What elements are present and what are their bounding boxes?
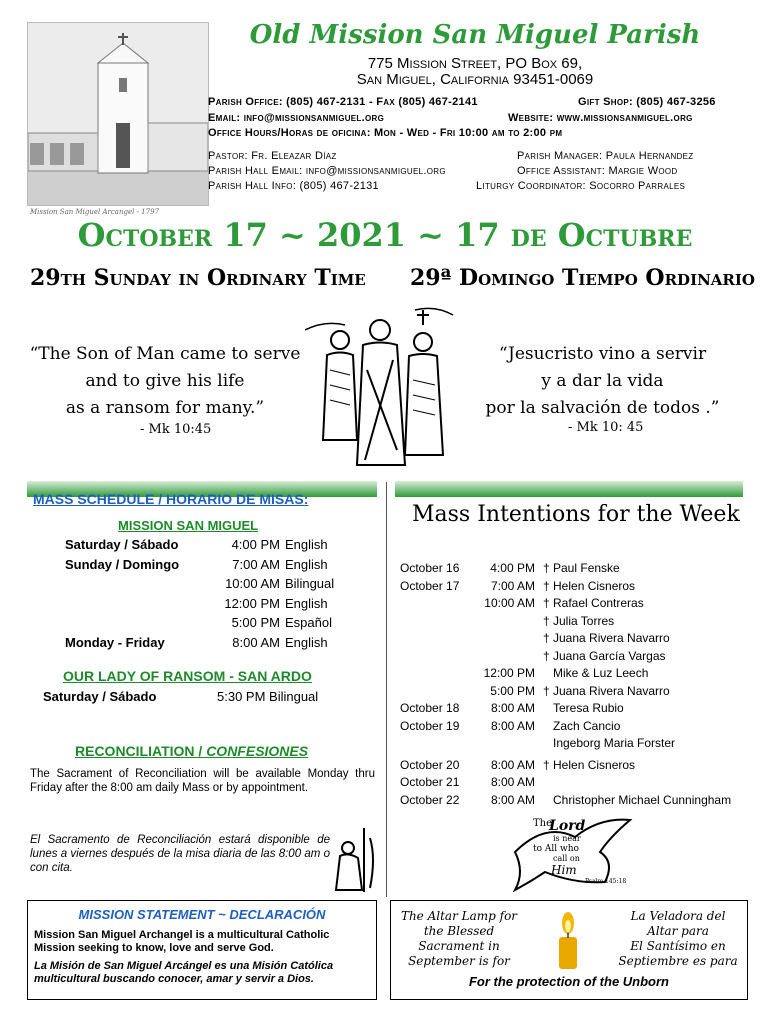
intention-row [400, 665, 750, 683]
intention-time: 12:00 PM [483, 666, 535, 680]
intention-date: October 17 [400, 578, 460, 593]
altar-es-line-4: Septiembre es para [618, 954, 738, 968]
mission-building-illustration [28, 23, 208, 205]
jesus-apostles-illustration [305, 300, 455, 472]
column-divider [386, 482, 387, 897]
mission-statement-en: Mission San Miguel Archangel is a multicultural Catholic Mission seeking to know, love and serve God. [34, 929, 330, 954]
mass-schedule-table [65, 535, 375, 652]
psalm-dove-graphic [505, 812, 635, 892]
quote-en-reference: - Mk 10:45 [140, 422, 212, 437]
mission-statement-box [27, 900, 377, 1000]
altar-en-line-4: September is for [408, 954, 510, 968]
intention-name: † Juana Rivera Navarro [543, 683, 670, 698]
mass-language: English [285, 537, 328, 552]
confession-illustration [326, 818, 380, 896]
mass-day [65, 574, 212, 594]
parish-hall-info: Parish Hall Info: (805) 467-2131 [208, 180, 379, 192]
confession-figure-icon [326, 818, 380, 896]
intention-date: October 21 [400, 775, 460, 789]
mass-row [65, 594, 375, 614]
mass-time: 4:00 PM [231, 537, 280, 552]
intention-time [470, 630, 535, 648]
intention-row [400, 683, 750, 701]
mass-row [65, 633, 375, 653]
parish-hall-email[interactable]: Parish Hall Email: info@missionsanmiguel.org [208, 165, 446, 177]
mass-time: 10:00 AM [225, 576, 280, 591]
reconciliation-heading-en: RECONCILIATION / [75, 743, 207, 759]
intention-row [400, 613, 750, 631]
address-line-2: San Miguel, California 93451-0069 [356, 71, 594, 88]
mass-time: 7:00 AM [232, 556, 280, 572]
altar-lamp-box [390, 900, 748, 1000]
reconciliation-text-es: El Sacramento de Reconciliación estará disponible de lunes a viernes después de la misa diaria de las 8:00 am o con cita. [30, 834, 330, 874]
mass-day: Sunday / Domingo [65, 556, 180, 572]
mass-day: Monday - Friday [65, 634, 165, 650]
mass-language: English [285, 556, 328, 572]
intention-name: † Julia Torres [543, 613, 615, 628]
our-lady-of-ransom-heading: OUR LADY OF RANSOM - SAN ARDO [63, 668, 312, 684]
quote-en-line-3: as a ransom for many.” [65, 398, 265, 418]
intention-time [470, 735, 535, 753]
intention-date: October 20 [400, 757, 460, 772]
intention-date [400, 683, 470, 701]
intention-date: October 22 [400, 792, 460, 807]
altar-en-line-1: The Altar Lamp for [400, 909, 518, 923]
reconciliation-heading-es: CONFESIONES [206, 743, 309, 759]
psalm-phrase-all: to All who [533, 844, 579, 854]
intention-row [400, 578, 750, 596]
intention-time: 8:00 AM [490, 775, 535, 789]
sunday-title-en: 29th Sunday in Ordinary Time [30, 265, 366, 291]
intention-row [400, 792, 750, 810]
mass-time: 12:00 PM [224, 595, 280, 611]
mass-day [65, 594, 212, 614]
intention-date [400, 613, 470, 631]
psalm-word-him: Him [551, 863, 577, 877]
intention-row [400, 560, 750, 578]
intention-name: † Helen Cisneros [543, 757, 636, 772]
intention-name: Teresa Rubio [553, 701, 624, 715]
intention-time [470, 613, 535, 631]
intention-row [400, 648, 750, 666]
intention-date [400, 735, 470, 753]
altar-lamp-intention: For the protection of the Unborn [468, 974, 670, 989]
intention-time: 5:00 PM [490, 683, 535, 698]
pastor: Pastor: Fr. Eleazar Díaz [208, 150, 337, 162]
reconciliation-text-en: The Sacrament of Reconciliation will be available Monday thru Friday after the 8:00 am daily Mass or by appointment. [30, 768, 375, 794]
quote-es-reference: - Mk 10: 45 [568, 420, 644, 435]
intention-name: † Rafael Contreras [543, 596, 644, 610]
intention-row [400, 630, 750, 648]
intention-time [470, 648, 535, 666]
intention-time: 7:00 AM [490, 578, 535, 593]
mission-statement-heading: MISSION STATEMENT ~ DECLARACIÓN [78, 907, 326, 922]
quote-es-line-1: “Jesucristo vino a servir [498, 344, 707, 364]
parish-manager: Parish Manager: Paula Hernandez [517, 150, 694, 162]
quote-en-line-2: and to give his life [85, 371, 245, 391]
mass-language: Bilingual [285, 576, 335, 591]
altar-en-line-3: Sacrament in [418, 939, 500, 953]
gift-shop-phone: Gift Shop: (805) 467-3256 [578, 96, 716, 108]
intention-row [400, 700, 750, 718]
parish-website[interactable]: Website: www.missionsanmiguel.org [508, 112, 693, 124]
mass-schedule-heading: MASS SCHEDULE / HORARIO DE MISAS: [33, 491, 309, 507]
photo-caption: Mission San Miguel Arcangel - 1797 [30, 208, 159, 216]
psalm-word-lord: Lord [549, 818, 586, 834]
intention-name: † Helen Cisneros [543, 578, 636, 593]
altar-lamp-text-en [395, 909, 523, 969]
altar-es-line-2: Altar para [647, 924, 709, 938]
parish-title: Old Mission San Miguel Parish [249, 20, 701, 50]
intention-date: October 19 [400, 718, 460, 733]
psalm-word-the: The [533, 818, 553, 829]
intention-time: 8:00 AM [490, 757, 535, 772]
intention-name [535, 774, 543, 792]
date-title: October 17 ~ 2021 ~ 17 de Octubre [77, 216, 693, 254]
office-hours: Office Hours/Horas de oficina: Mon - Wed - Fri 10:00 am to 2:00 pm [208, 127, 563, 139]
mass-day: Saturday / Sábado [65, 537, 179, 552]
sunday-title-es: 29ª Domingo Tiempo Ordinario [410, 265, 755, 291]
intention-name: Ingeborg Maria Forster [553, 736, 676, 750]
ransom-time: 5:30 PM Bilingual [217, 689, 319, 704]
intention-row [400, 718, 750, 736]
mass-row [65, 555, 375, 575]
psalm-reference: Psalm 145:18 [585, 878, 627, 885]
intention-time: 4:00 PM [490, 561, 535, 575]
address-line-1: 775 Mission Street, PO Box 69, [367, 55, 583, 72]
altar-es-line-3: El Santísimo en [630, 939, 726, 953]
ransom-day: Saturday / Sábado [43, 689, 157, 704]
mass-intentions-heading: Mass Intentions for the Week [412, 502, 740, 527]
intention-date [400, 630, 470, 648]
altar-lamp-text-es [613, 909, 743, 969]
intention-date: October 18 [400, 701, 460, 715]
green-divider-right [395, 481, 743, 497]
intention-time: 8:00 AM [490, 701, 535, 715]
office-assistant: Office Assistant: Margie Wood [517, 165, 678, 177]
intention-date [400, 665, 470, 683]
altar-es-line-1: La Veladora del [630, 909, 726, 923]
intention-row [400, 735, 750, 753]
mass-language: English [285, 595, 328, 611]
intention-name: Mike & Luz Leech [553, 666, 649, 680]
intention-date [400, 595, 470, 613]
intention-name: Christopher Michael Cunningham [553, 792, 732, 807]
intention-time: 10:00 AM [484, 596, 535, 610]
candle-icon [548, 909, 588, 971]
mass-row [65, 574, 375, 594]
intention-row [400, 757, 750, 775]
intention-time: 8:00 AM [490, 718, 535, 733]
parish-office-phone: Parish Office: (805) 467-2131 - Fax (805) 467-2141 [208, 96, 478, 108]
mass-intentions-table [400, 560, 750, 809]
mass-row [65, 535, 375, 555]
intention-name: † Juana Rivera Navarro [543, 631, 670, 645]
mass-language: English [285, 634, 328, 650]
psalm-phrase-near: is near [553, 834, 581, 843]
mass-row [65, 613, 375, 633]
intention-date [400, 648, 470, 666]
mass-time: 8:00 AM [232, 634, 280, 650]
mission-photo [27, 22, 209, 206]
mission-san-miguel-heading: MISSION SAN MIGUEL [118, 518, 259, 533]
mass-language: Español [285, 615, 332, 630]
intention-time: 8:00 AM [490, 792, 535, 807]
mission-statement-es: La Misión de San Miguel Arcángel es una Misión Católica multicultural buscando conocer, amar y servir a Dios. [34, 960, 334, 985]
apostles-drawing-icon [305, 300, 455, 472]
intention-row [400, 595, 750, 613]
intention-name: † Paul Fenske [543, 561, 620, 575]
intention-name: † Juana García Vargas [543, 648, 666, 663]
reconciliation-heading [75, 743, 308, 759]
mass-time: 5:00 PM [231, 615, 280, 630]
gospel-quote-en [20, 341, 310, 422]
liturgy-coordinator: Liturgy Coordinator: Socorro Parrales [476, 180, 686, 192]
intention-date: October 16 [400, 561, 460, 575]
gospel-quote-es [455, 341, 750, 422]
parish-email[interactable]: Email: info@missionsanmiguel.org [208, 112, 385, 124]
psalm-phrase-call: call on [553, 854, 580, 863]
altar-en-line-2: the Blessed [423, 924, 495, 938]
intention-row [400, 774, 750, 792]
quote-es-line-2: y a dar la vida [541, 371, 664, 391]
mass-day [65, 613, 212, 633]
intention-name: Zach Cancio [553, 718, 621, 733]
quote-en-line-1: “The Son of Man came to serve [29, 344, 301, 364]
quote-es-line-3: por la salvación de todos .” [485, 398, 720, 418]
